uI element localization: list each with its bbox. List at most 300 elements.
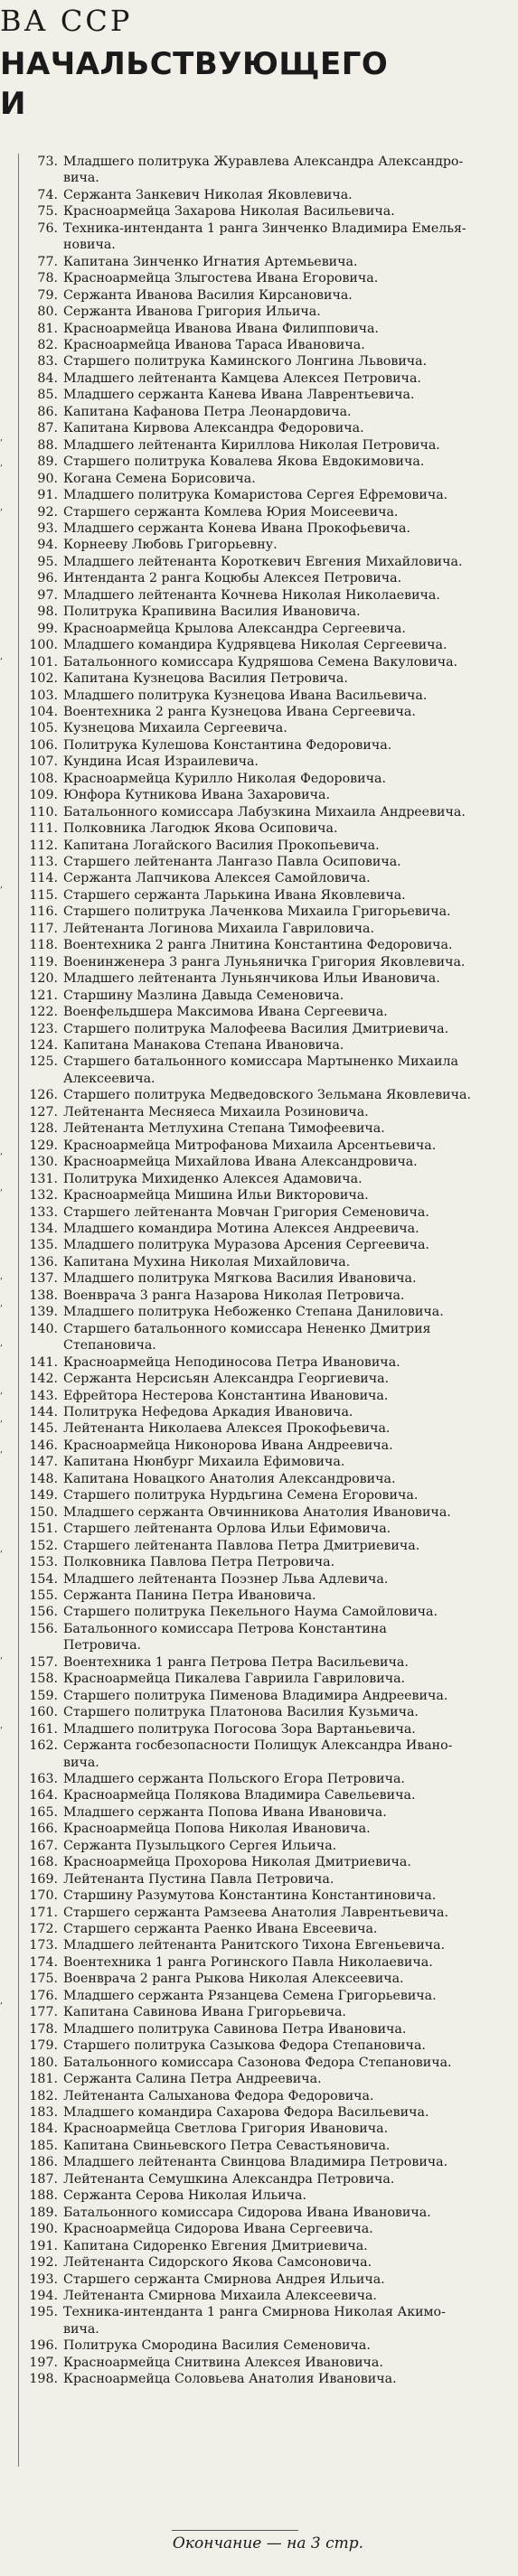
item-text: Красноармейца Михайлова Ивана Александровича. <box>63 1155 418 1170</box>
item-number: 149. <box>29 1488 58 1503</box>
item-text: Воентехника 2 ранга Кузнецова Ивана Сергеевича. <box>63 704 416 719</box>
item-text: Батальонного комиссара Лабузкина Михаила Андреевича. <box>63 804 466 820</box>
item-number: 148. <box>29 1471 58 1486</box>
item-number: 73. <box>37 155 58 169</box>
list-item <box>22 2371 514 2387</box>
list-item <box>22 1321 514 1354</box>
item-number: 102. <box>29 671 58 687</box>
list-item <box>22 504 514 520</box>
item-number: 170. <box>29 1888 58 1904</box>
item-number: 192. <box>29 2255 58 2271</box>
list-item <box>22 337 514 353</box>
list-item <box>22 1921 514 1937</box>
list-item <box>22 1937 514 1953</box>
item-number: 193. <box>29 2272 58 2287</box>
item-text: Сержанта Серова Николая Ильича. <box>63 2188 307 2204</box>
item-text: Старшего лейтенанта Лангазо Павла Осиповича. <box>63 855 401 870</box>
list-item <box>22 2272 514 2288</box>
item-text: Старшего лейтенанта Мовчан Григория Семеновича. <box>63 1204 429 1220</box>
item-number: 105. <box>29 721 58 736</box>
item-text: Красноармейца Светлова Григория Ивановича. <box>63 2122 389 2137</box>
item-number: 162. <box>29 1738 58 1754</box>
list-item <box>22 2104 514 2121</box>
item-text: Младшего политрука Савинова Петра Ивановича. <box>63 2021 407 2037</box>
item-text: Воентехника 1 ранга Петрова Петра Васильевича. <box>63 1654 409 1670</box>
item-number: 124. <box>29 1038 58 1054</box>
margin-fragment: , <box>0 1298 4 1308</box>
item-number: 171. <box>29 1905 58 1920</box>
item-text: Лейтенанта Метлухина Степана Тимофеевича. <box>63 1121 385 1137</box>
item-text: Красноармейца Сидорова Ивана Сергеевича. <box>63 2222 373 2237</box>
item-text: Старшину Мазлина Давыда Семеновича. <box>63 988 344 1003</box>
item-number: 137. <box>29 1271 58 1287</box>
item-text: Капитана Кузнецова Василия Петровича. <box>63 671 348 687</box>
item-number: 115. <box>29 887 58 903</box>
item-text: Батальонного комиссара Сидорова Ивана Ивановича. <box>63 2205 431 2220</box>
item-text: Сержанта Салина Петра Андреевича. <box>63 2072 322 2087</box>
item-number: 82. <box>37 337 58 352</box>
item-number: 126. <box>29 1088 58 1103</box>
item-number: 109. <box>29 788 58 803</box>
item-number: 112. <box>29 838 58 853</box>
list-item <box>22 2071 514 2087</box>
margin-fragment: , <box>0 1651 4 1661</box>
margin-fragment: , <box>0 1183 4 1193</box>
item-number: 84. <box>37 370 58 386</box>
item-text: Старшего политрука Ковалева Якова Евдокимовича. <box>63 454 425 470</box>
item-text-continuation: новича. <box>63 238 116 253</box>
item-text: Младшего политрука Кузнецова Ивана Васильевича. <box>63 688 428 703</box>
item-text: Красноармейца Соловьева Анатолия Ивановича. <box>63 2372 397 2387</box>
list-item <box>22 2037 514 2054</box>
list-item <box>22 353 514 370</box>
item-number: 83. <box>37 354 58 370</box>
item-text: Красноармейца Прохорова Николая Дмитриевича. <box>63 1855 411 1870</box>
list-item <box>22 1521 514 1537</box>
item-text: Старшину Разумутова Константина Константиновича. <box>63 1888 437 1904</box>
list-item <box>22 1654 514 1671</box>
item-number: 172. <box>29 1922 58 1937</box>
list-item <box>22 2004 514 2020</box>
list-item <box>22 1004 514 1020</box>
item-text-continuation: вича. <box>63 1755 99 1770</box>
item-number: 125. <box>29 1054 58 1070</box>
item-text: Капитана Мухина Николая Михайловича. <box>63 1254 351 1269</box>
list-item <box>22 1671 514 1687</box>
item-text: Младшего сержанта Канева Ивана Лаврентьевича. <box>63 388 415 403</box>
item-text: Старшего лейтенанта Павлова Петра Дмитриевича. <box>63 1538 420 1553</box>
item-number: 88. <box>37 437 58 453</box>
list-item <box>22 637 514 653</box>
list-item <box>22 1404 514 1420</box>
list-item <box>22 1804 514 1821</box>
item-number: 87. <box>37 421 58 436</box>
award-list <box>22 154 514 2388</box>
header-line-3: И <box>0 86 26 122</box>
item-text: Техника-интенданта 1 ранга Смирнова Николая Акимо- <box>63 2305 446 2320</box>
list-item <box>22 537 514 553</box>
list-item <box>22 1104 514 1120</box>
item-number: 89. <box>37 454 58 470</box>
item-number: 123. <box>29 1021 58 1036</box>
item-text: Сержанта Лапчикова Алексея Самойловича. <box>63 871 371 886</box>
item-number: 168. <box>29 1855 58 1870</box>
item-number: 157. <box>29 1654 58 1670</box>
item-text: Старшего политрука Платонова Василия Кузьмича. <box>63 1705 419 1720</box>
item-number: 99. <box>37 621 58 636</box>
list-item <box>22 1971 514 1987</box>
list-item <box>22 688 514 704</box>
list-item <box>22 771 514 787</box>
item-text-continuation: Степановича. <box>63 1338 156 1354</box>
item-text: Лейтенанта Николаева Алексея Прокофьевича. <box>63 1421 391 1437</box>
item-text: Военфельдшера Максимова Ивана Сергеевича. <box>63 1005 388 1020</box>
item-number: 100. <box>29 638 58 653</box>
list-item <box>22 754 514 770</box>
item-text: Сержанта Нерсисьян Александра Георгиевича. <box>63 1372 390 1387</box>
item-number: 120. <box>29 971 58 987</box>
list-item <box>22 1738 514 1771</box>
item-number: 166. <box>29 1822 58 1837</box>
list-item <box>22 954 514 970</box>
list-item <box>22 2221 514 2237</box>
item-text: Красноармейца Митрофанова Михаила Арсентьевича. <box>63 1138 437 1153</box>
item-number: 114. <box>29 871 58 886</box>
item-text: Младшего политрука Муразова Арсения Сергеевича. <box>63 1238 429 1253</box>
left-margin-fragments <box>0 0 11 2576</box>
item-number: 142. <box>29 1372 58 1387</box>
item-text: Корнееву Любовь Григорьевну. <box>63 538 278 553</box>
margin-fragment: , <box>0 1720 4 1730</box>
list-item <box>22 787 514 803</box>
item-number: 132. <box>29 1188 58 1204</box>
item-text: Воентехника 1 ранга Рогинского Павла Николаевича. <box>63 1954 433 1970</box>
item-text: Лейтенанта Пустина Павла Петровича. <box>63 1871 334 1887</box>
list-item <box>22 270 514 286</box>
item-text: Лейтенанта Семушкина Александра Петровича. <box>63 2171 395 2187</box>
list-item <box>22 887 514 904</box>
item-text: Младшего сержанта Овчинникова Анатолия Ивановича. <box>63 1504 451 1520</box>
list-item <box>22 1221 514 1237</box>
item-text: Старшего политрука Каминского Лонгина Львовича. <box>63 354 428 370</box>
item-number: 143. <box>29 1388 58 1403</box>
item-number: 177. <box>29 2005 58 2020</box>
item-text: Техника-интенданта 1 ранга Зинченко Владимира Емелья- <box>63 220 466 236</box>
item-number: 121. <box>29 988 58 1003</box>
item-number: 86. <box>37 404 58 419</box>
item-text: Старшего политрука Пекельного Наума Самойловича. <box>63 1605 438 1620</box>
item-number: 141. <box>29 1354 58 1370</box>
item-text: Батальонного комиссара Сазонова Федора Степановича. <box>63 2055 452 2070</box>
item-text: Младшего лейтенанта Ранитского Тихона Евгеньевича. <box>63 1938 446 1953</box>
item-text: Старшего батальонного комиссара Мартыненко Михаила <box>63 1054 458 1070</box>
item-number: 129. <box>29 1138 58 1153</box>
item-text: Младшего сержанта Попова Ивана Ивановича. <box>63 1804 387 1820</box>
item-number: 153. <box>29 1555 58 1570</box>
item-number: 81. <box>37 321 58 336</box>
item-number: 144. <box>29 1404 58 1419</box>
list-item <box>22 1354 514 1371</box>
list-item <box>22 1138 514 1154</box>
item-number: 191. <box>29 2238 58 2253</box>
item-text: Старшего батальонного комиссара Нененко Дмитрия <box>63 1321 431 1336</box>
item-text: Сержанта Иванова Григория Ильича. <box>63 304 321 320</box>
item-text: Капитана Свиньевского Петра Севастьяновича. <box>63 2138 391 2153</box>
item-text: Капитана Новацкого Анатолия Александровича. <box>63 1471 396 1486</box>
margin-fragment: , <box>0 1338 4 1348</box>
item-number: 130. <box>29 1155 58 1170</box>
item-number: 167. <box>29 1838 58 1853</box>
item-text: Старшего политрука Медведовского Зельмана Яковлевича. <box>63 1088 471 1103</box>
item-text: Младшего лейтенанта Кочнева Николая Николаевича. <box>63 587 440 603</box>
margin-fragment: , <box>0 1544 4 1554</box>
item-number: 91. <box>37 488 58 503</box>
item-number: 79. <box>37 287 58 303</box>
list-item <box>22 570 514 586</box>
item-text: Красноармейца Снитвина Алексея Ивановича. <box>63 2355 383 2370</box>
item-text: Капитана Кафанова Петра Леонардовича. <box>63 404 352 419</box>
item-number: 80. <box>37 304 58 320</box>
item-number: 169. <box>29 1871 58 1887</box>
list-item <box>22 254 514 270</box>
item-text: Красноармейца Неподиносова Петра Ивановича. <box>63 1354 400 1370</box>
item-number: 117. <box>29 921 58 936</box>
item-number: 95. <box>37 554 58 569</box>
item-number: 178. <box>29 2021 58 2037</box>
list-item <box>22 1454 514 1470</box>
item-text: Интенданта 2 ранга Коцюбы Алексея Петровича. <box>63 571 402 586</box>
list-item <box>22 2304 514 2337</box>
item-text: Сержанта Панина Петра Ивановича. <box>63 1588 316 1603</box>
item-number: 135. <box>29 1238 58 1253</box>
list-item <box>22 1187 514 1204</box>
item-text: Младшего политрука Погосова Зора Вартаньевича. <box>63 1721 416 1737</box>
item-text: Старшего сержанта Смирнова Андрея Ильича. <box>63 2272 385 2287</box>
list-item <box>22 937 514 953</box>
list-item <box>22 1771 514 1787</box>
item-number: 152. <box>29 1538 58 1553</box>
item-text-continuation: вича. <box>63 171 99 186</box>
list-item <box>22 2187 514 2204</box>
list-item <box>22 1571 514 1588</box>
item-number: 188. <box>29 2188 58 2204</box>
item-text: Младшего политрука Комаристова Сергея Ефремовича. <box>63 488 448 503</box>
list-item <box>22 554 514 570</box>
item-text: Красноармейца Захарова Николая Васильевича. <box>63 204 395 220</box>
item-text: Красноармейца Иванова Ивана Филипповича. <box>63 321 379 336</box>
list-item <box>22 404 514 420</box>
item-number: 90. <box>37 471 58 486</box>
item-text-continuation: Петровича. <box>63 1638 142 1653</box>
list-item <box>22 304 514 320</box>
list-item <box>22 1471 514 1487</box>
item-number: 136. <box>29 1254 58 1269</box>
margin-fragment: , <box>0 651 4 661</box>
item-number: 110. <box>29 804 58 820</box>
list-item <box>22 154 514 187</box>
item-text: Красноармейца Курилло Николая Федоровича. <box>63 771 386 786</box>
item-number: 146. <box>29 1438 58 1453</box>
item-number: 175. <box>29 1972 58 1987</box>
item-number: 173. <box>29 1938 58 1953</box>
item-text: Старшего сержанта Раенко Ивана Евсеевича. <box>63 1922 378 1937</box>
list-item <box>22 854 514 870</box>
margin-fragment: , <box>0 1414 4 1424</box>
list-item <box>22 2238 514 2254</box>
list-item <box>22 1270 514 1287</box>
item-number: 74. <box>37 187 58 202</box>
item-text: Военврача 3 ранга Назарова Николая Петровича. <box>63 1288 405 1303</box>
item-number: 133. <box>29 1204 58 1220</box>
item-text: Младшего сержанта Конева Ивана Прокофьевича. <box>63 520 411 536</box>
item-number: 160. <box>29 1705 58 1720</box>
item-text: Младшего лейтенанта Луньянчикова Ильи Ивановича. <box>63 971 440 987</box>
list-item <box>22 1504 514 1521</box>
margin-fragment: , <box>0 1445 4 1455</box>
item-text: Младшего сержанта Польского Егора Петровича. <box>63 1771 405 1786</box>
item-text: Сержанта госбезопасности Полищук Александра Ивано- <box>63 1738 453 1754</box>
item-number: 116. <box>29 904 58 920</box>
item-text: Красноармейца Мишина Ильи Викторовича. <box>63 1188 369 1204</box>
list-item <box>22 1787 514 1803</box>
list-item <box>22 654 514 670</box>
list-item <box>22 1821 514 1837</box>
item-text: Младшего лейтенанта Свинцова Владимира Петровича. <box>63 2155 448 2170</box>
item-number: 151. <box>29 1522 58 1537</box>
list-item <box>22 203 514 220</box>
item-number: 186. <box>29 2155 58 2170</box>
item-text: Младшего политрука Журавлева Александра Александро- <box>63 155 464 169</box>
item-text: Воентехника 2 ранга Лнитина Константина Федоровича. <box>63 938 453 953</box>
list-item <box>22 1204 514 1221</box>
list-item <box>22 1487 514 1503</box>
list-item <box>22 704 514 720</box>
item-number: 184. <box>29 2122 58 2137</box>
item-text: Лейтенанта Логинова Михаила Гавриловича. <box>63 921 374 936</box>
column-divider <box>18 154 19 2467</box>
item-text: Сержанта Иванова Василия Кирсановича. <box>63 287 353 303</box>
item-text: Младшего лейтенанта Кириллова Николая Петровича. <box>63 437 440 453</box>
list-item <box>22 1371 514 1387</box>
list-item <box>22 921 514 937</box>
list-item <box>22 621 514 637</box>
list-item <box>22 1154 514 1170</box>
item-number: 194. <box>29 2289 58 2303</box>
item-text: Младшего сержанта Рязанцева Семена Григорьевича. <box>63 1988 437 2003</box>
item-text: Старшего лейтенанта Орлова Ильи Ефимовича. <box>63 1522 391 1537</box>
list-item <box>22 1988 514 2004</box>
list-item <box>22 1888 514 1904</box>
list-item <box>22 1420 514 1437</box>
list-item <box>22 1054 514 1087</box>
item-text: Красноармейца Полякова Владимира Савельевича. <box>63 1788 416 1803</box>
item-number: 75. <box>37 204 58 220</box>
item-text: Капитана Нюнбург Михаила Ефимовича. <box>63 1455 345 1470</box>
list-item <box>22 387 514 403</box>
item-text: Старшего сержанта Рамзеева Анатолия Лаврентьевича. <box>63 1905 449 1920</box>
item-text: Батальонного комиссара Петрова Константина <box>63 1621 387 1636</box>
item-text: Старшего политрука Нурдьгина Семена Егоровича. <box>63 1488 419 1503</box>
margin-fragment: , <box>0 1386 4 1396</box>
list-item <box>22 1237 514 1253</box>
list-item <box>22 321 514 337</box>
list-item <box>22 1171 514 1187</box>
footer-rule <box>172 2530 298 2531</box>
item-number: 181. <box>29 2072 58 2087</box>
item-text: Старшего политрука Лаченкова Михаила Григорьевича. <box>63 904 451 920</box>
item-number: 147. <box>29 1455 58 1470</box>
item-number: 104. <box>29 704 58 719</box>
list-item <box>22 1304 514 1320</box>
item-number: 85. <box>37 388 58 403</box>
item-number: 196. <box>29 2338 58 2354</box>
item-text: Капитана Сидоренко Евгения Дмитриевича. <box>63 2238 368 2253</box>
item-number: 77. <box>37 254 58 269</box>
item-number: 179. <box>29 2038 58 2054</box>
item-text: Лейтенанта Салыханова Федора Федоровича. <box>63 2088 374 2103</box>
list-item <box>22 737 514 754</box>
item-number: 139. <box>29 1305 58 1320</box>
item-number: 156. <box>29 1621 58 1636</box>
item-text: Младшего лейтенанта Камцева Алексея Петровича. <box>63 370 421 386</box>
list-item <box>22 437 514 454</box>
item-text: Капитана Кирвова Александра Федоровича. <box>63 421 364 436</box>
item-text: Политрука Крапивина Василия Ивановича. <box>63 604 361 620</box>
list-item <box>22 1838 514 1854</box>
item-text: Младшего командира Кудрявцева Николая Сергеевича. <box>63 638 447 653</box>
list-item <box>22 420 514 436</box>
item-text-continuation: вича. <box>63 2321 99 2337</box>
item-text: Капитана Зинченко Игнатия Артемьевича. <box>63 254 358 269</box>
list-item <box>22 1905 514 1921</box>
item-text: Сержанта Пузыльцкого Сергея Ильича. <box>63 1838 337 1853</box>
list-item <box>22 1087 514 1103</box>
list-item <box>22 471 514 487</box>
item-text: Сержанта Занкевич Николая Яковлевича. <box>63 187 353 202</box>
item-text: Когана Семена Борисовича. <box>63 471 256 486</box>
item-number: 161. <box>29 1721 58 1737</box>
list-item <box>22 838 514 854</box>
item-text: Лейтенанта Смирнова Михаила Алексеевича. <box>63 2289 377 2303</box>
list-item <box>22 804 514 820</box>
header-line-2: НАЧАЛЬСТВУЮЩЕГО <box>0 46 389 82</box>
item-number: 131. <box>29 1171 58 1186</box>
item-text: Капитана Манакова Степана Ивановича. <box>63 1038 344 1054</box>
item-text: Красноармейца Попова Николая Ивановича. <box>63 1822 371 1837</box>
item-number: 158. <box>29 1672 58 1687</box>
item-text: Младшего командира Сахарова Федора Васильевича. <box>63 2105 429 2121</box>
margin-fragment: , <box>0 880 4 890</box>
item-number: 155. <box>29 1588 58 1603</box>
item-text: Капитана Логайского Василия Прокопьевича. <box>63 838 380 853</box>
list-item <box>22 1721 514 1738</box>
item-text: Лейтенанта Сидорского Якова Самсоновича. <box>63 2255 372 2271</box>
item-text: Полковника Лагодюк Якова Осиповича. <box>63 821 338 837</box>
item-number: 94. <box>37 538 58 553</box>
item-text: Младшего лейтенанта Короткевич Евгения Михайловича. <box>63 554 463 569</box>
item-number: 78. <box>37 271 58 286</box>
list-item <box>22 2288 514 2304</box>
item-text: Политрука Нефедова Аркадия Ивановича. <box>63 1404 353 1419</box>
item-text: Младшего политрука Небоженко Степана Даниловича. <box>63 1305 444 1320</box>
list-item <box>22 604 514 620</box>
item-text: Военврача 2 ранга Рыкова Николая Алексеевича. <box>63 1972 404 1987</box>
list-item <box>22 520 514 537</box>
list-item <box>22 1120 514 1137</box>
item-text: Красноармейца Иванова Тараса Ивановича. <box>63 337 365 352</box>
margin-fragment: , <box>0 1996 4 2006</box>
item-number: 198. <box>29 2372 58 2387</box>
